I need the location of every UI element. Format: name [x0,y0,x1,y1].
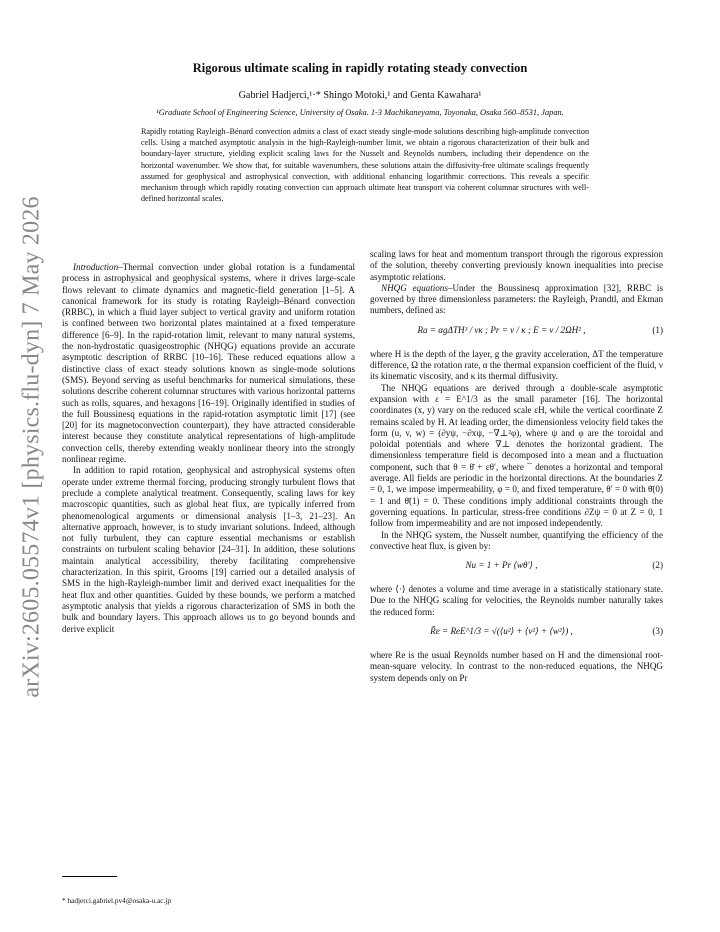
body-paragraph: where Re is the usual Reynolds number based on H and the dimensional root-mean-square velocity. In contrast to the non-reduced equations, the NHQG system depends only on Pr [370,650,663,683]
body-paragraph: where H is the depth of the layer, g the gravity acceleration, ΔT the temperature difference, Ω the rotation rate, α the thermal expansion coefficient of the fluid, ν its kinematic viscosity, and κ its thermal diffusivity. [370,348,663,382]
paper-title: Rigorous ultimate scaling in rapidly rotating steady convection [192,61,528,75]
nhqg-paragraph: NHQG equations–Under the Boussinesq approximation [32], RRBC is governed by three dimensionless parameters: the Rayleigh, Prandtl, and Ekman numbers, defined as: [370,282,663,316]
equation-1: Ra = αgΔTH³ / νκ ; Pr = ν / κ ; E = ν / 2ΩH² , (1) [417,324,663,335]
body-paragraph: In the NHQG system, the Nusselt number, quantifying the efficiency of the convective heat flux, is given by: [370,529,663,551]
section-head-nhqg: NHQG equations [381,282,448,293]
intro-paragraph: Introduction–Thermal convection under global rotation is a fundamental process in astrophysical and geophysical systems, where it drives large-scale flows relevant to climate dynamics and magnetic-field generation [1–5]. A canonical framework for its study is rotating Rayleigh–Bénard convection (RRBC), in which a fluid layer subject to vertical gravity and uniform rotation is confined between two horizontal plates maintained at a fixed temperature difference [6–9]. In the rapid-rotation limit, relevant to many natural systems, the non-hydrostatic quasigeostrophic (NHQG) equations provide an accurate asymptotic description of RRBC [10–16]. These reduced equations allow a distinctive class of exact steady solutions known as single-mode solutions (SMS). Beyond serving as useful benchmarks for numerical simulations, these solutions describe coherent columnar structures with various horizontal patterns such as rolls, squares, and hexagons [16–19]. Originally identified in studies of the full Boussinesq equations in the rapid-rotation asymptotic limit [17] (see [20] for its magnetoconvection counterpart), they have attracted considerable interest because they constitute analytical representations of high-amplitude convection cells, thereby extending weakly nonlinear theory into the strongly nonlinear regime. [62,262,355,465]
body-paragraph: where ⟨·⟩ denotes a volume and time average in a statistically stationary state. Due to the NHQG scaling for velocities, the Reynolds number naturally takes the reduced form: [370,584,663,617]
author-list: Gabriel Hadjerci,¹·* Shingo Motoki,¹ and Genta Kawahara¹ [238,90,482,101]
footnote-rule [62,876,117,877]
body-paragraph: scaling laws for heat and momentum transport through the rigorous expression of the solution, thereby converting previously known inequalities into precise asymptotic relations. [370,249,663,282]
section-head-introduction: Introduction [73,262,119,272]
arxiv-identifier: arXiv:2605.05574v1 [physics.flu-dyn] 7 May 2026 [18,196,45,698]
equation-number: (1) [652,324,663,335]
equation-2: Nu = 1 + Pr ⟨wθ′⟩ , (2) [465,560,663,571]
body-paragraph: In addition to rapid rotation, geophysical and astrophysical systems often operate under extreme thermal forcing, producing strongly turbulent flows that preclude a complete analytical treatment. Consequently, scaling laws for key macroscopic quantities, such as global heat flux, are typically inferred from phenomenological arguments or dimensional analysis [1–3, 21–23]. An alternative approach, however, is to study invariant solutions. Indeed, although not fully turbulent, they can capture essential mechanisms or establish constraints on turbulent scaling behavior [24–31]. In addition, these solutions maintain analytical accessibility, thereby facilitating comprehensive characterization. In this spirit, Grooms [19] carried out a detailed analysis of SMS in the high-Rayleigh-number limit and derived exact inequalities for the heat flux and other quantities. Guided by these bounds, we perform a matched asymptotic analysis that yields a rigorous characterization of SMS in both the bulk and boundary layers. This approach allows us to go beyond bounds and derive explicit [62,465,355,634]
equation-number: (2) [652,560,663,571]
right-column [370,249,663,684]
footnote-email: * hadjerci.gabriel.pv4@osaka-u.ac.jp [62,896,172,905]
body-paragraph: The NHQG equations are derived through a double-scale asymptotic expansion with ε = E^1/3 as the small parameter [16]. The horizontal coordinates (x, y) vary on the reduced scale εH, while the vertical coordinate Z remains scaled by H. At leading order, the dimensionless velocity field takes the form (u, v, w) = (∂yψ, −∂xψ, −∇⊥²φ), where ψ and φ are the toroidal and poloidal potentials and where ∇⊥ denotes the horizontal gradient. The dimensionless temperature field is decomposed into a mean and a fluctuation component, such that θ = θ̄ + εθ′, where ¯ denotes a horizontal and temporal average. All fields are periodic in the horizontal directions. At the boundaries Z = 0, 1, we impose impermeability, φ = 0, and fixed temperature, θ′ = 0 with θ̄(0) = 1 and θ̄(1) = 0. These conditions imply additional constraints through the governing equations. In particular, stress-free conditions ∂Zψ = 0 at Z = 0, 1 follow from impermeability and are not imposed independently. [370,382,663,529]
abstract: Rapidly rotating Rayleigh–Bénard convection admits a class of exact steady single-mode solutions describing high-amplitude convection cells. Using a matched asymptotic analysis in the high-Rayleigh-number limit, we obtain a rigorous characterization of their bulk and boundary-layer structure, yielding explicit scaling laws for the Nusselt and Reynolds numbers, including their dependence on the horizontal wavenumber. We show that, for suitable wavenumbers, these solutions attain the diffusivity-free ultimate scalings frequently assumed for geophysical and astrophysical convection, with additional enhancing logarithmic corrections. This reveals a specific mechanism through which rapidly rotating convection can approach ultimate heat transport via coherent columnar structures with well-defined horizontal scales. [141,127,589,204]
left-column [62,262,355,635]
equation-number: (3) [652,626,663,637]
affiliation: ¹Graduate School of Engineering Science, University of Osaka. 1-3 Machikaneyama, Toyonaka, Osaka 560–8531, Japan. [156,108,564,117]
equation-3: R̃e = ReE^1/3 = √(⟨u²⟩ + ⟨v²⟩ + ⟨w²⟩) , (3) [430,626,663,637]
